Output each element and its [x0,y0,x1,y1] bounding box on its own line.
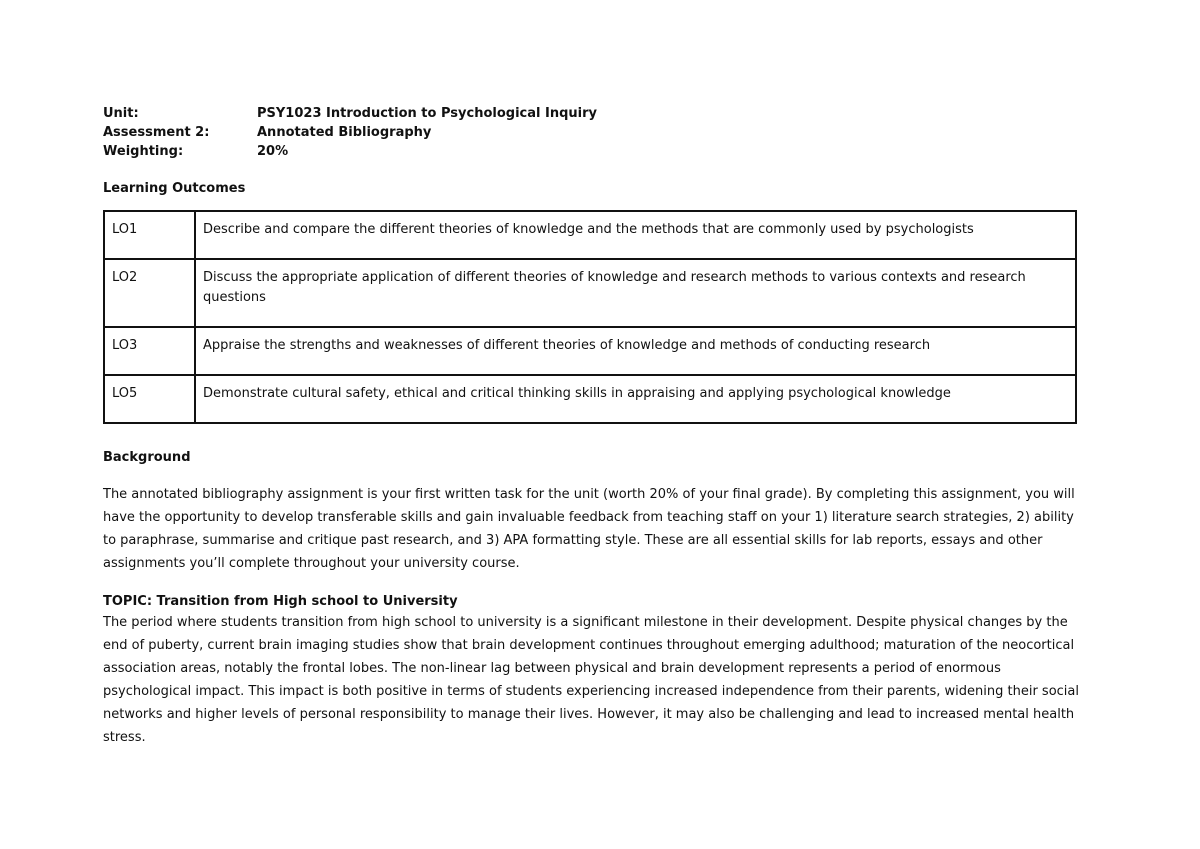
lo-code-cell: LO5 [104,375,195,423]
background-heading: Background [103,450,191,465]
table-row [104,327,1076,375]
topic-paragraph: The period where students transition from high school to university is a significant milestone in their development. Despite physical changes by the end of puberty, current brain imaging studies show that brain development continues throughout emerging adulthood; maturation of the neocortical association areas, notably the frontal lobes. The non-linear lag between physical and brain development represents a period of enormous psychological impact. This impact is both positive in terms of students experiencing increased independence from their parents, widening their social networks and higher levels of personal responsibility to manage their lives. However, it may also be challenging and lead to increased mental health stress. [103,615,1079,745]
lo-text-cell: Discuss the appropriate application of different theories of knowledge and research methods to various contexts and research questions [195,259,1076,327]
assessment-row [103,123,1083,142]
assessment-value: Annotated Bibliography [257,125,432,140]
unit-label: Unit: [103,106,139,121]
lo-text-cell: Appraise the strengths and weaknesses of different theories of knowledge and methods of conducting research [195,327,1076,375]
lo-code-cell: LO3 [104,327,195,375]
lo-code-cell: LO1 [104,211,195,259]
lo-text-cell: Demonstrate cultural safety, ethical and critical thinking skills in appraising and applying psychological knowledge [195,375,1076,423]
lo-code-cell: LO2 [104,259,195,327]
weighting-label: Weighting: [103,144,184,159]
unit-row [103,104,1083,123]
lo-text-cell: Describe and compare the different theories of knowledge and the methods that are commonly used by psychologists [195,211,1076,259]
assessment-label: Assessment 2: [103,125,210,140]
topic-heading: TOPIC: Transition from High school to University [103,594,458,609]
table-row [104,211,1076,259]
document-page [103,104,1083,749]
unit-value: PSY1023 Introduction to Psychological Inquiry [257,106,597,121]
weighting-row [103,142,1083,161]
learning-outcomes-table [103,210,1077,424]
table-row [104,375,1076,423]
learning-outcomes-heading: Learning Outcomes [103,181,246,196]
weighting-value: 20% [257,144,289,159]
table-row [104,259,1076,327]
background-paragraph: The annotated bibliography assignment is your first written task for the unit (worth 20% of your final grade). By completing this assignment, you will have the opportunity to develop transferable skills and gain invaluable feedback from teaching staff on your 1) literature search strategies, 2) ability to paraphrase, summarise and critique past research, and 3) APA formatting style. These are all essential skills for lab reports, essays and other assignments you’ll complete throughout your university course. [103,487,1075,571]
